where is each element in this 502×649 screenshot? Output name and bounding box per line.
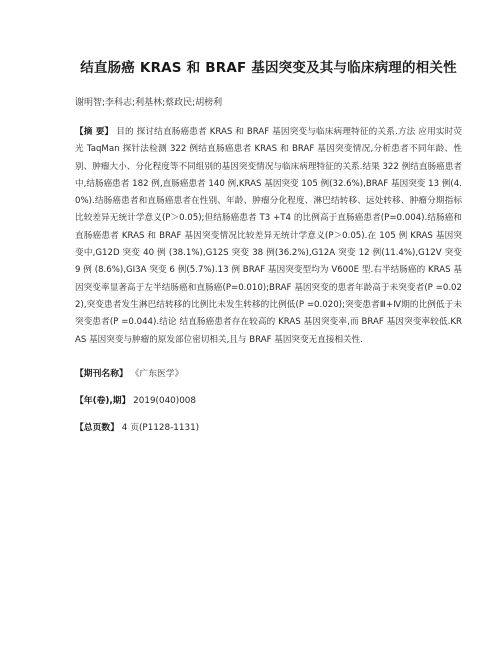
pages-label: 【总页数】	[75, 422, 119, 433]
journal-row	[75, 367, 462, 381]
authors-line: 谢明智;李科志;利基林;蔡政民;胡榜利	[75, 98, 223, 108]
year-issue-row	[75, 394, 462, 408]
year-issue-value: 2019(040)008	[133, 395, 197, 406]
journal-label: 【期刊名称】	[75, 368, 128, 379]
document-title: 结直肠癌 KRAS 和 BRAF 基因突变及其与临床病理的相关性	[80, 60, 457, 76]
pages-row	[75, 421, 462, 435]
abstract-label: 【摘 要】	[75, 127, 114, 137]
abstract-text: 目的 探讨结直肠癌患者 KRAS 和 BRAF 基因突变与临床病理特征的关系.方法 应用实时荧光 TaqMan 探针法检测 322 例结直肠癌患者 KRAS 和 BRAF 基因突变情况,分析患者不同年龄、性别、肿瘤大小、分化程度等不同组别的基因突变情况与临床病理特征的关系.结果 322 例结直肠癌患者中,结肠癌患者 182 例,直肠癌患者 140 例,KRAS 基因突变 105 例(32.6%),BRAF 基因突变 13 例(4.0%).结肠癌患者和直肠癌患者在性别、年龄、肿瘤分化程度、淋巴结转移、远处转移、肿瘤分期指标比较差异无统计学意义(P＞0.05);但结肠癌患者 T3 +T4 的比例高于直肠癌患者(P=0.004).结肠癌和直肠癌患者 KRAS 和 BRAF 基因突变情况比较差异无统计学意义(P＞0.05).在 105 例 KRAS 基因突变中,G12D 突变 40 例 (38.1%),G12S 突变 38 例(36.2%),G12A 突变 12 例(11.4%),G12V 突变 9 例 (8.6%),GI3A 突变 6 例(5.7%).13 例 BRAF 基因突变型均为 V600E 型.右半结肠癌的 KRAS 基因突变率显著高于左半结肠癌和直肠癌(P=0.010);BRAF 基因突变的患者年龄高于未突变者(P =0.022),突变患者发生淋巴结转移的比例比未发生转移的比例低(P =0.020);突变患者Ⅲ+Ⅳ期的比例低于未突变患者(P =0.044).结论 结直肠癌患者存在较高的 KRAS 基因突变率,而 BRAF 基因突变率较低.KRAS 基因突变与肿瘤的原发部位密切相关,且与 BRAF 基因突变无直接相关性.	[75, 127, 463, 345]
abstract-section	[75, 124, 462, 349]
pages-value: 4 页(P1128-1131)	[121, 422, 200, 433]
year-issue-label: 【年(卷),期】	[75, 395, 131, 406]
journal-value: 《广东医学》	[130, 368, 184, 379]
